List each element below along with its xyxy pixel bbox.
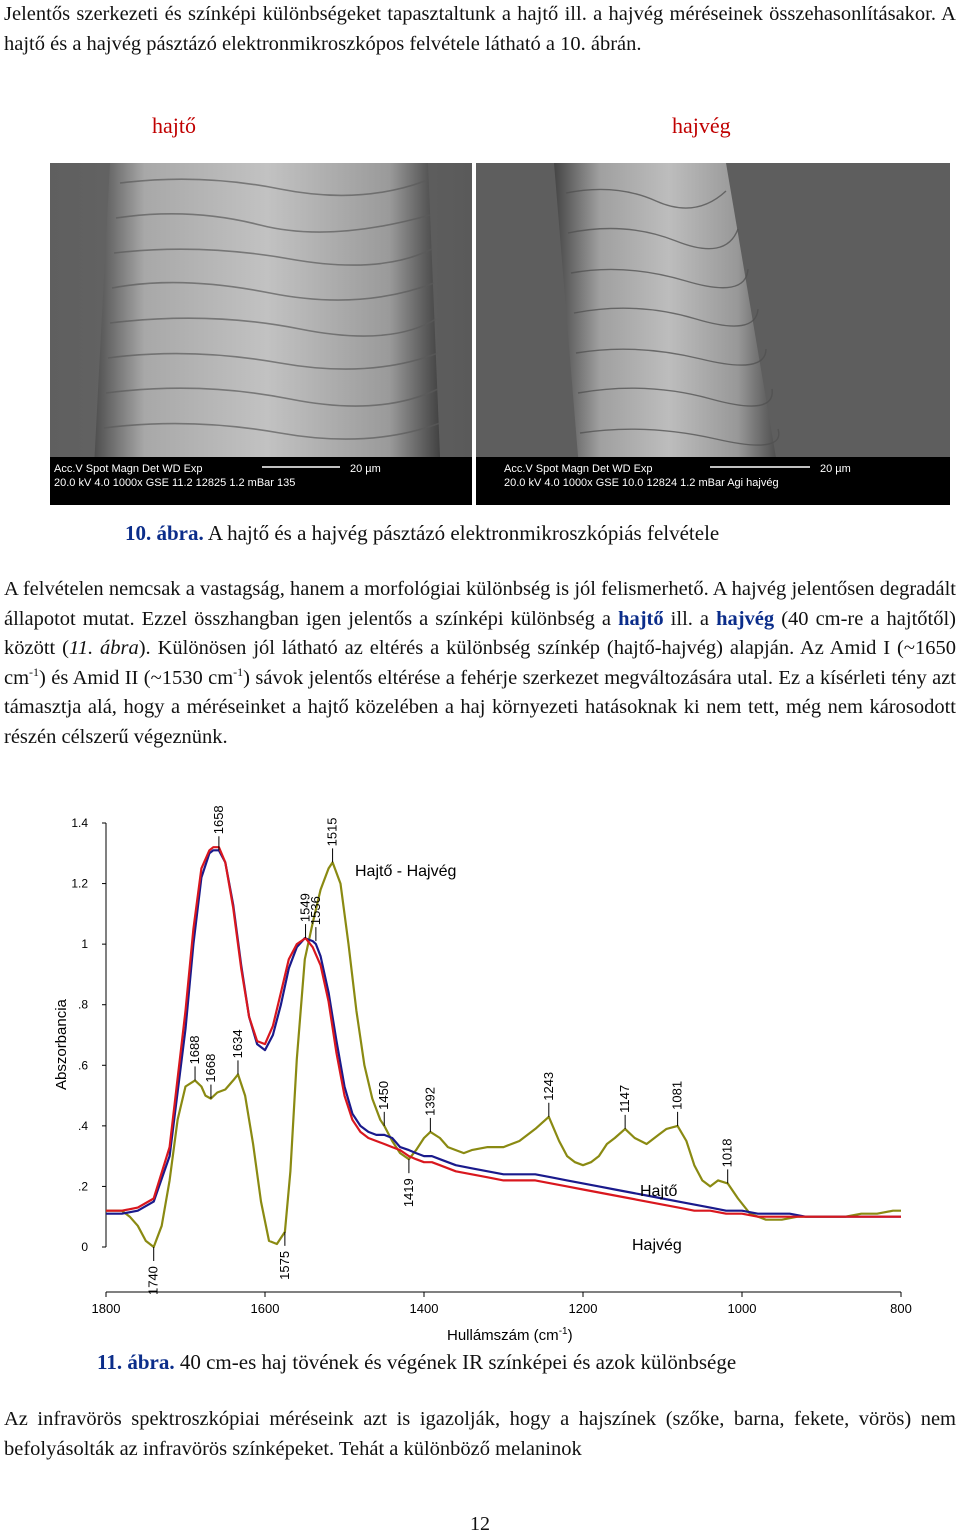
superscript: -1 (233, 664, 244, 679)
y-tick-label: .2 (77, 1179, 88, 1194)
text-span: ). Különösen jól látható az eltérés a különbség színkép (hajtő-hajvég) alapján. Az Amid I (~1650 cm (4, 637, 956, 689)
figure-11-caption (97, 1350, 736, 1375)
page-number: 12 (470, 1513, 490, 1535)
emphasis-hajveg: hajvég (716, 607, 775, 630)
text-span: ill. a (663, 607, 717, 630)
peak-label: 1549 (297, 893, 313, 923)
hajveg-label: Hajvég (632, 1237, 682, 1254)
x-tick-label: 1600 (250, 1301, 280, 1316)
sem-params-2: 20.0 kV 4.0 1000x GSE 10.0 12824 1.2 mBar Agi hajvég (504, 477, 779, 489)
ir-spectrum-chart (40, 800, 920, 1350)
x-tick-label: 1000 (727, 1301, 757, 1316)
intro-paragraph: Jelentős szerkezeti és színképi különbségeket tapasztaltunk a hajtő ill. a hajvég méréseinek összehasonlításakor. A hajtő és a hajvég pásztázó elektronmikroszkópos felvétele látható a 10. ábrán. (4, 3, 956, 55)
y-tick-label: 1.2 (71, 876, 88, 891)
sem-label-hajto: hajtő (152, 113, 196, 138)
x-tick-label: 1200 (568, 1301, 598, 1316)
peak-label: 1688 (187, 1035, 203, 1065)
sem-scalebar-label: 20 µm (820, 463, 851, 475)
y-tick-label: .8 (77, 997, 88, 1012)
peak-label: 1018 (719, 1138, 735, 1168)
results-paragraph (4, 575, 956, 752)
y-axis-label: Abszorbancia (53, 999, 70, 1090)
y-tick-label: 1 (81, 937, 88, 952)
peak-label: 1419 (400, 1178, 416, 1208)
sem-image-hajveg (476, 163, 950, 505)
figure-10-caption (125, 521, 719, 546)
sem-params-1: Acc.V Spot Magn Det WD Exp (504, 463, 653, 475)
sem-params-2: 20.0 kV 4.0 1000x GSE 11.2 12825 1.2 mBar 135 (54, 477, 296, 489)
superscript: -1 (29, 664, 40, 679)
sem-image-hajto (50, 163, 472, 505)
y-tick-label: .4 (77, 1118, 88, 1133)
diff-spectrum-title: Hajtő - Hajvég (355, 863, 457, 880)
peak-label: 1081 (669, 1080, 685, 1110)
emphasis-hajto: hajtő (618, 607, 664, 630)
peak-label: 1243 (540, 1071, 556, 1101)
peak-label: 1392 (422, 1086, 438, 1116)
text-span: ) és Amid II (~1530 cm (39, 666, 234, 689)
caption-number: 10. ábra. (125, 521, 204, 545)
closing-paragraph: Az infravörös spektroszkópiai méréseink azt is igazolják, hogy a hajszínek (szőke, barna, fekete, vörös) nem befolyásolták az infravörös színképeket. Tehát a különböző melaninok (4, 1408, 956, 1460)
x-tick-label: 1800 (91, 1301, 121, 1316)
caption-text: 40 cm-es haj tövének és végének IR színképei és azok különbsége (174, 1350, 737, 1374)
sem-params-1: Acc.V Spot Magn Det WD Exp (54, 463, 203, 475)
y-tick-label: 0 (81, 1240, 88, 1254)
peak-label: 1147 (617, 1084, 633, 1113)
peak-label: 1450 (376, 1080, 392, 1110)
x-axis-label: Hullámszám $(cm^{-1})$ (447, 1326, 573, 1344)
y-tick-label: .6 (77, 1058, 88, 1073)
peak-label: 1536 (307, 896, 323, 926)
text-span: A felvételen nemcsak a vastagság, hanem a morfológiai különbség is jól felismerhető. A hajvég jelentősen degradált állapotot mutat. Ezzel összhangban igen jelentős a színképi különbség a (4, 578, 956, 630)
caption-number: 11. ábra. (97, 1350, 175, 1374)
series-line-hajveg (106, 847, 901, 1216)
peak-label: 1668 (202, 1053, 218, 1083)
peak-label: 1634 (229, 1029, 245, 1059)
text-span: (40 cm-re a hajtőtől) között ( (4, 607, 957, 659)
y-tick-label: 1.4 (71, 816, 88, 830)
sem-scalebar-label: 20 µm (350, 463, 381, 475)
peak-label: 1740 (145, 1266, 161, 1295)
peak-label: 1515 (324, 817, 340, 847)
hajto-label: Hajtő (640, 1183, 678, 1200)
x-tick-label: 1400 (409, 1301, 439, 1316)
sem-label-hajveg: hajvég (672, 113, 731, 138)
peak-label: 1575 (276, 1250, 292, 1280)
chart-svg (40, 800, 920, 1350)
caption-text: A hajtő és a hajvég pásztázó elektronmikroszkópiás felvétele (203, 521, 720, 545)
x-tick-label: 800 (890, 1301, 912, 1316)
text-span: ) sávok jelentős eltérése a fehérje szerkezet megváltozására utal. Ez a kísérleti tény azt támasztja alá, hogy a méréseinket a hajtő közelében a haj környezeti hatásoknak ki nem tett, még nem károsodott részén célszerű végeznünk. (4, 666, 956, 748)
series-line-diff (106, 862, 901, 1247)
figure-ref: 11. ábra (68, 637, 139, 659)
series-line-hajto (106, 850, 901, 1216)
peak-label: 1658 (210, 805, 226, 835)
